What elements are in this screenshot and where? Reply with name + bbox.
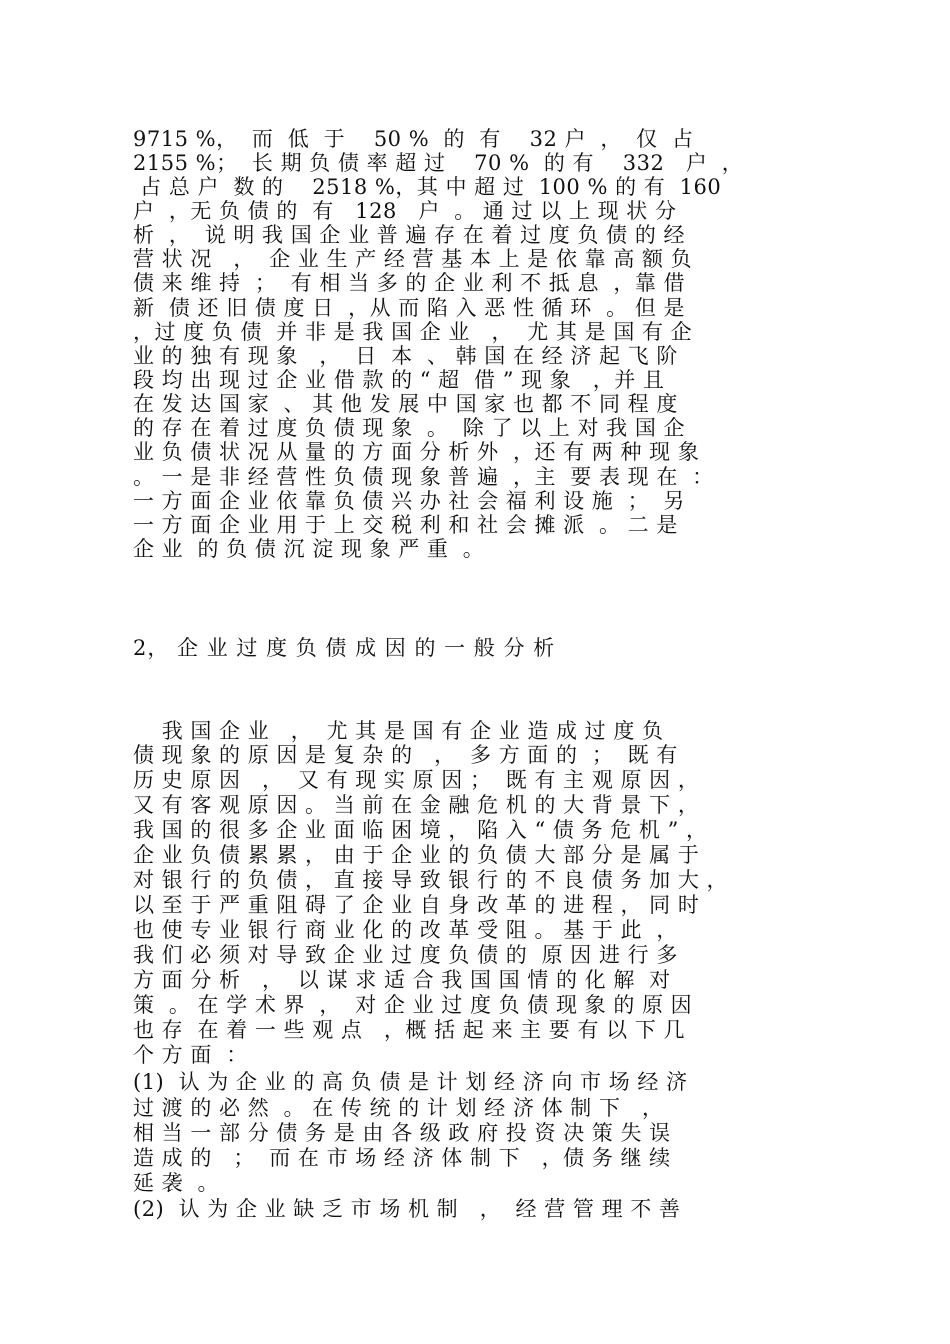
text-line: 我 国 企 业 ， 尤 其 是 国 有 企 业 造 成 过 度 负: [133, 719, 664, 743]
text-line: 营 状 况 ， 企 业 生 产 经 营 基 本 上 是 依 靠 高 额 负: [133, 247, 693, 271]
text-line: 业 负 债 状 况 从 量 的 方 面 分 析 外 ，还 有 两 种 现 象: [133, 440, 700, 464]
text-line: 的 存 在 着 过 度 负 债 现 象 。 除 了 以 上 对 我 国 企: [133, 416, 686, 440]
section-heading: 2， 企 业 过 度 负 债 成 因 的 一 般 分 析: [133, 636, 556, 660]
text-line: 个 方 面 ：: [133, 1043, 248, 1067]
text-line: 以 至 于 严 重 阻 碍 了 企 业 自 身 改 革 的 进 程 ， 同 时: [133, 893, 700, 917]
text-line: 我 国 的 很 多 企 业 面 临 困 境 ， 陷 入 “ 债 务 危 机 ” ，: [133, 818, 708, 842]
text-line: 一 方 面 企 业 用 于 上 交 税 利 和 社 会 摊 派 。 二 是: [133, 513, 678, 537]
text-line: (2) 认 为 企 业 缺 乏 市 场 机 制 ， 经 营 管 理 不 善: [133, 1197, 681, 1221]
text-line: 段 均 出 现 过 企 业 借 款 的 “ 超 借 ” 现 象 ，并 且: [133, 368, 665, 392]
text-line: 也 存 在 着 一 些 观 点 ，概 括 起 来 主 要 有 以 下 几: [133, 1018, 686, 1042]
text-line: 债 现 象 的 原 因 是 复 杂 的 ， 多 方 面 的 ； 既 有: [133, 743, 678, 767]
text-line: 。 一 是 非 经 营 性 负 债 现 象 普 遍 ，主 要 表 现 在 ：: [133, 465, 714, 489]
text-line: 在 发 达 国 家 、 其 他 发 展 中 国 家 也 都 不 同 程 度: [133, 392, 678, 416]
text-line: 占 总 户 数 的 2518 %，其 中 超 过 100 % 的 有 160: [133, 175, 722, 199]
text-line: 企 业 的 负 债 沉 淀 现 象 严 重 。: [133, 537, 485, 561]
text-line: 对 银 行 的 负 债 ， 直 接 导 致 银 行 的 不 良 债 务 加 大 ，: [133, 868, 729, 892]
text-line: 新 债 还 旧 债 度 日 ，从 而 陷 入 恶 性 循 环 。 但 是: [133, 296, 686, 320]
text-line: ，过 度 负 债 并 非 是 我 国 企 业 ， 尤 其 是 国 有 企: [133, 320, 693, 344]
text-line: 户 ，无 负 债 的 有 128 户 。 通 过 以 上 现 状 分: [133, 199, 677, 223]
text-line: 析 ， 说 明 我 国 企 业 普 遍 存 在 着 过 度 负 债 的 经: [133, 223, 686, 247]
text-line: 2155 %； 长 期 负 债 率 超 过 70 % 的 有 332 户 ，: [133, 151, 744, 175]
text-line: (1) 认 为 企 业 的 高 负 债 是 计 划 经 济 向 市 场 经 济: [133, 1070, 688, 1094]
text-line: 债 来 维 持 ； 有 相 当 多 的 企 业 利 不 抵 息 ，靠 借: [133, 271, 686, 295]
text-line: 过 渡 的 必 然 。 在 传 统 的 计 划 经 济 体 制 下 ，: [133, 1096, 664, 1120]
text-line: 也 使 专 业 银 行 商 业 化 的 改 革 受 阻 。 基 于 此 ，: [133, 918, 678, 942]
text-line: 造 成 的 ； 而 在 市 场 经 济 体 制 下 ，债 务 继 续: [133, 1146, 671, 1170]
text-line: 方 面 分 析 ， 以 谋 求 适 合 我 国 国 情 的 化 解 对: [133, 968, 671, 992]
text-line: 策 。 在 学 术 界 ， 对 企 业 过 度 负 债 现 象 的 原 因: [133, 993, 693, 1017]
text-line: 一 方 面 企 业 依 靠 负 债 兴 办 社 会 福 利 设 施 ； 另: [133, 489, 686, 513]
text-line: 延 袭 。: [133, 1171, 220, 1195]
text-line: 历 史 原 因 ， 又 有 现 实 原 因 ； 既 有 主 观 原 因 ，: [133, 768, 700, 792]
text-line: 又 有 客 观 原 因 。 当 前 在 金 融 危 机 的 大 背 景 下 ，: [133, 793, 700, 817]
text-line: 企 业 负 债 累 累 ， 由 于 企 业 的 负 债 大 部 分 是 属 于: [133, 843, 700, 867]
text-line: 相 当 一 部 分 债 务 是 由 各 级 政 府 投 资 决 策 失 误: [133, 1121, 671, 1145]
text-line: 9715 %， 而 低 于 50 % 的 有 32 户 ， 仅 占: [133, 127, 694, 151]
text-line: 业 的 独 有 现 象 ， 日 本 、 韩 国 在 经 济 起 飞 阶: [133, 344, 678, 368]
text-line: 我 们 必 须 对 导 致 企 业 过 度 负 债 的 原 因 进 行 多: [133, 943, 678, 967]
